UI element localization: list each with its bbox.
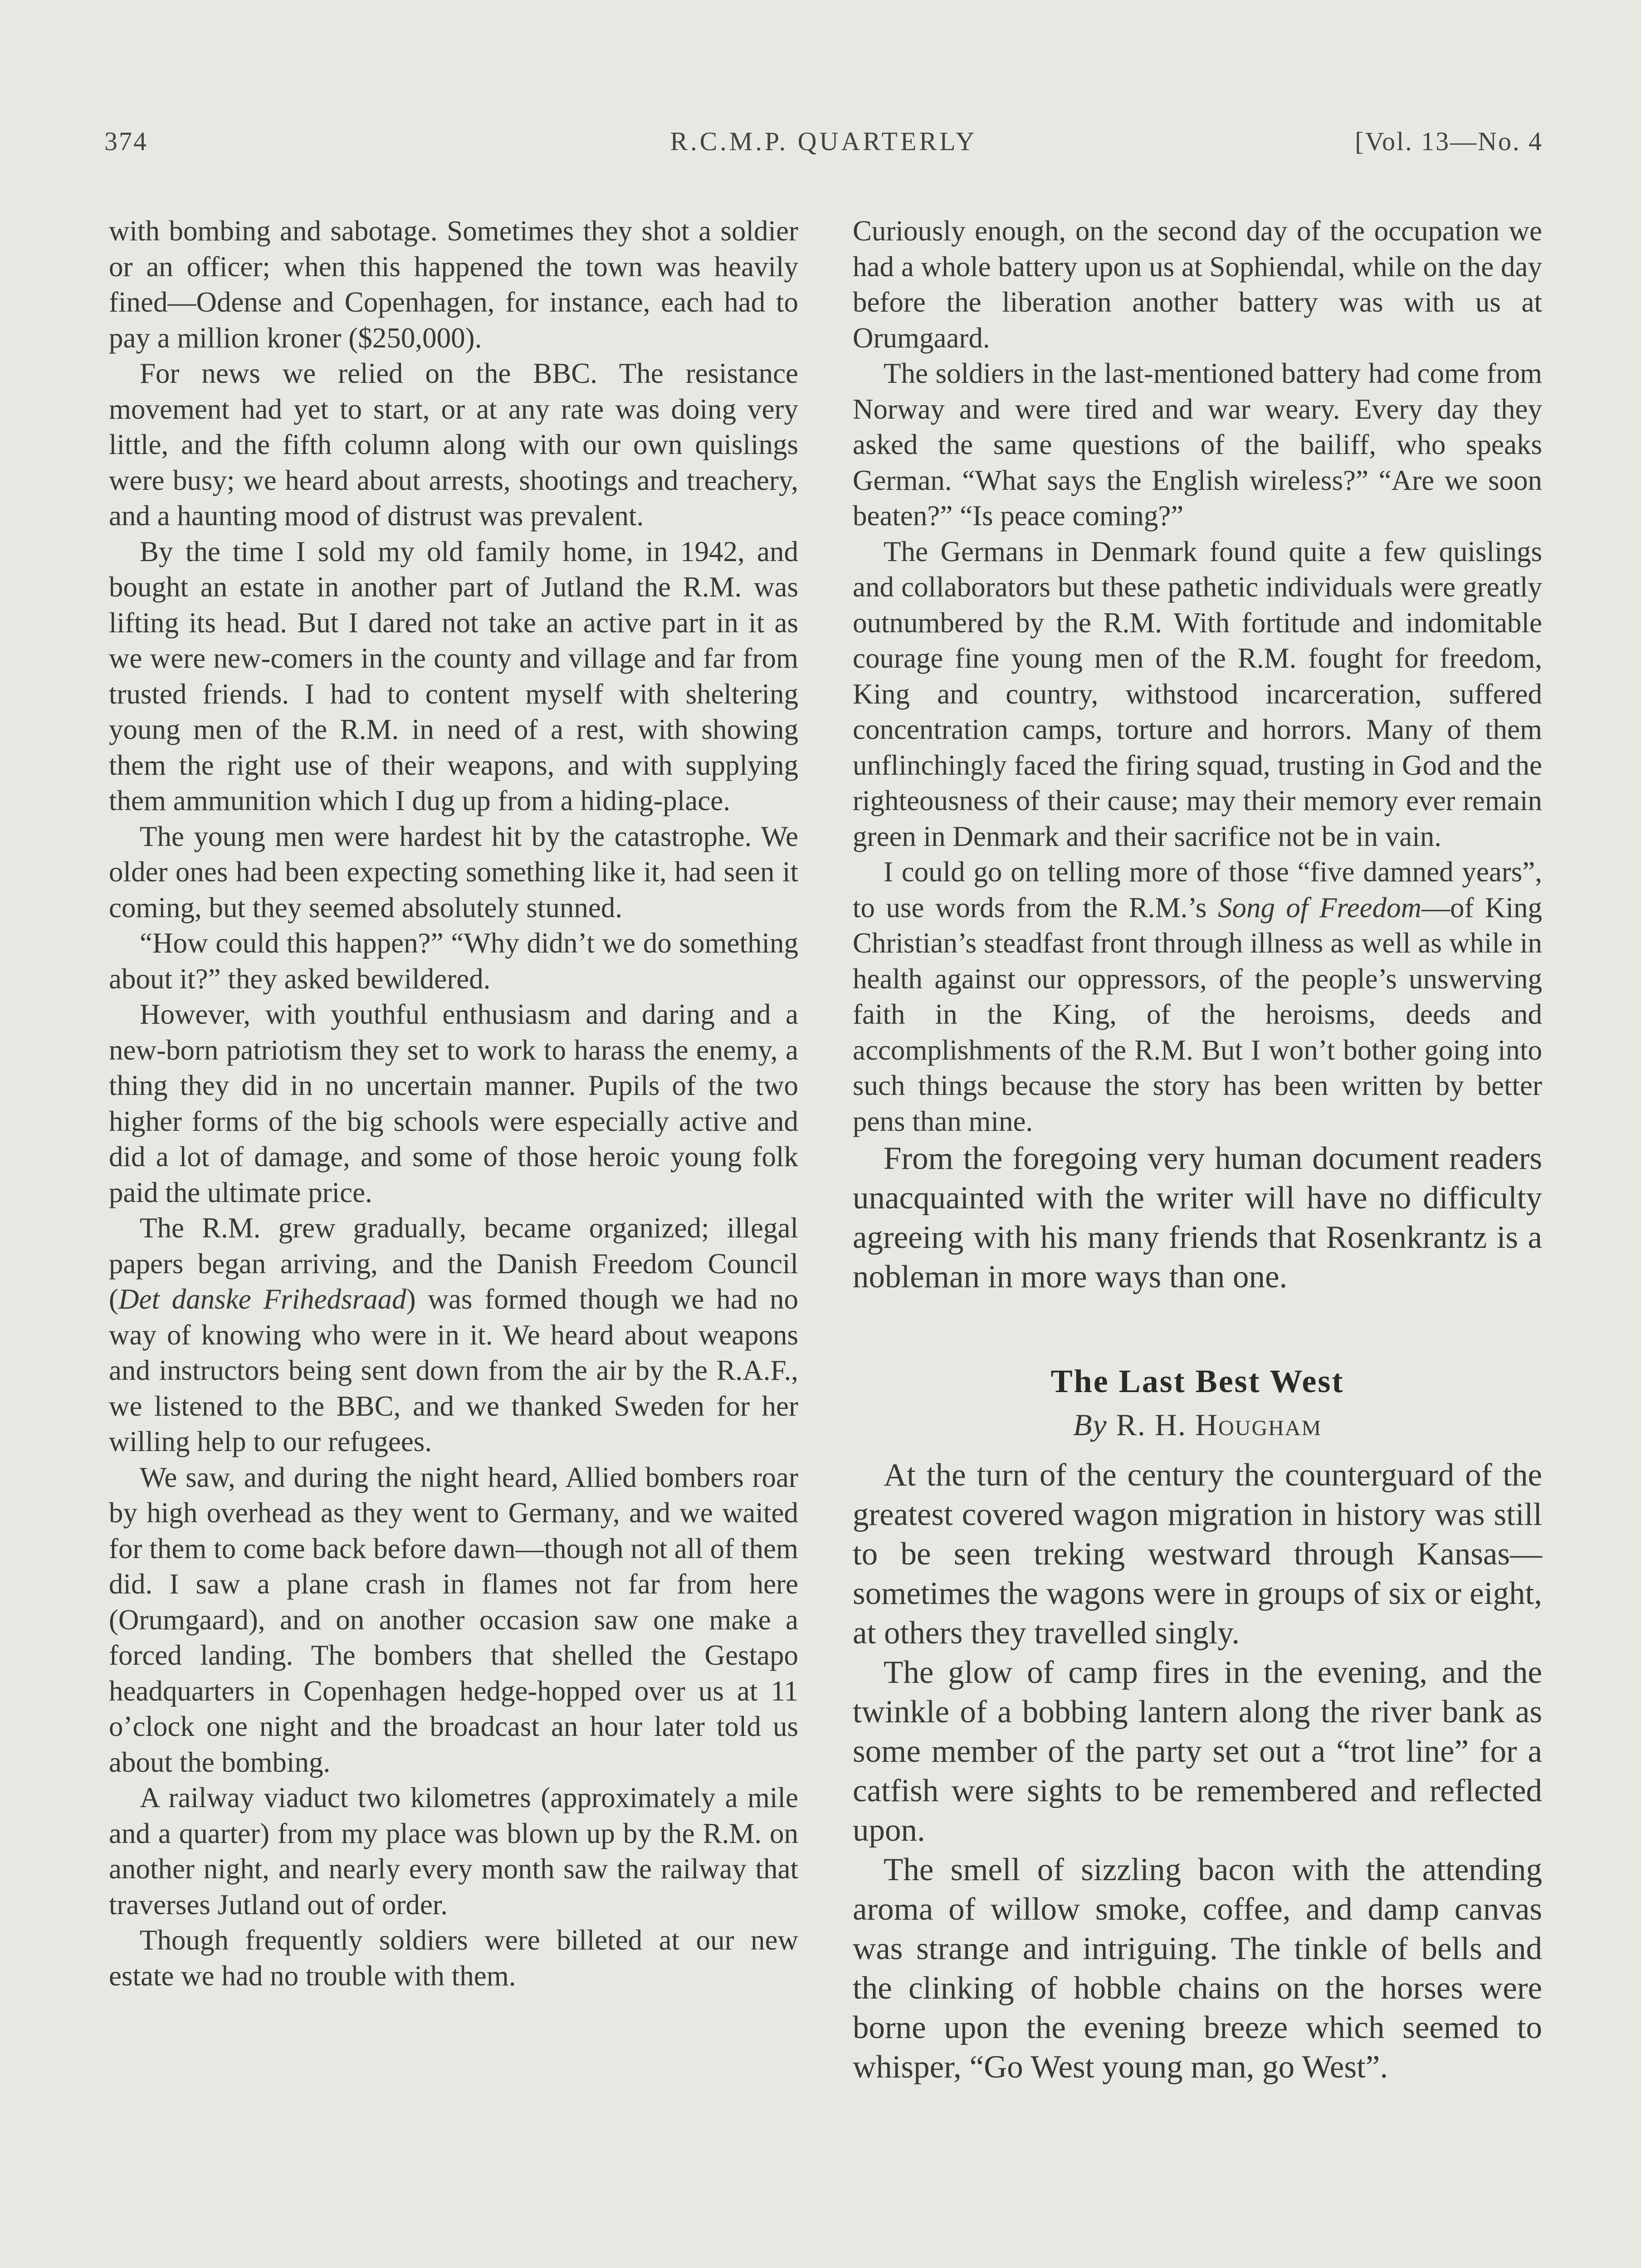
paragraph: For news we relied on the BBC. The resistance movement had yet to start, or at any rate was doing very little, and the fifth column along with our own quislings were busy; we heard about arrests, shootings and treachery, and a haunting mood of distrust was prevalent. [109, 357, 798, 532]
paragraph: “How could this happen?” “Why didn’t we do something about it?” they asked bewildered. [109, 927, 798, 995]
paragraph: with bombing and sabotage. Sometimes they shot a soldier or an officer; when this happened the town was heavily fined—Odense and Copenhagen, for instance, each had to pay a million kroner ($250,000). [109, 215, 798, 354]
italic-title: Det danske Frihedsraad [118, 1283, 406, 1315]
left-column [109, 213, 798, 1994]
text-run: I could go on telling more of those “five damned years”, to use words from the R.M.’s [853, 856, 1542, 924]
paragraph: From the foregoing very human document readers unacquainted with the writer will have no difficulty agreeing with his many friends that Rosenkrantz is a nobleman in more ways than one. [853, 1141, 1542, 1295]
paragraph: At the turn of the century the counterguard of the greatest covered wagon migration in history was still to be seen treking westward through Kansas—sometimes the wagons were in groups of six or eight, at others they travelled singly. [853, 1457, 1542, 1651]
paragraph [109, 1210, 798, 1460]
paragraph: However, with youthful enthusiasm and daring and a new-born patriotism they set to work to harass the enemy, a thing they did in no uncertain manner. Pupils of the two higher forms of the big schools were especially active and did a lot of damage, and some of those heroic young folk paid the ultimate price. [109, 998, 798, 1208]
text-run: —of King Christian’s steadfast front through illness as well as while in health against our oppressors, of the people’s unswerving faith in the King, of the heroisms, deeds and accomplishments of the R.M. But I won’t bother going into such things because the story has been written by better pens than mine. [853, 891, 1542, 1137]
italic-title: Song of Freedom [1217, 891, 1422, 924]
paragraph: The Germans in Denmark found quite a few quislings and collaborators but these pathetic individuals were greatly outnumbered by the R.M. With fortitude and indomitable courage fine young men of the R.M. fought for freedom, King and country, withstood incarceration, suffered concentration camps, torture and horrors. Many of them unflinchingly faced the firing squad, trusting in God and the righteousness of their cause; may their memory ever remain green in Denmark and their sacrifice not be in vain. [853, 535, 1542, 852]
paragraph: The young men were hardest hit by the catastrophe. We older ones had been expecting something like it, had seen it coming, but they seemed absolutely stunned. [109, 820, 798, 924]
paragraph: Though frequently soldiers were billeted at our new estate we had no trouble with them. [109, 1924, 798, 1992]
text-run: The R.M. grew gradually, became organized; illegal papers began arriving, and the Danish Freedom Council ( [109, 1212, 798, 1315]
article-last-best-west [853, 1359, 1542, 2087]
editor-note [853, 1139, 1542, 1297]
byline [853, 1403, 1542, 1447]
byline-by: By [1073, 1408, 1108, 1442]
right-column [853, 213, 1542, 2087]
paragraph: By the time I sold my old family home, in 1942, and bought an estate in another part of Jutland the R.M. was lifting its head. But I dared not take an active part in it as we were new-comers in the county and village and far from trusted friends. I had to content myself with sheltering young men of the R.M. in need of a rest, with showing them the right use of their weapons, and with supplying them ammunition which I dug up from a hiding-place. [109, 535, 798, 816]
paragraph: The smell of sizzling bacon with the attending aroma of willow smoke, coffee, and damp canvas was strange and intriguing. The tinkle of bells and the clinking of hobble chains on the horses were borne upon the evening breeze which seemed to whisper, “Go West young man, go West”. [853, 1852, 1542, 2085]
paragraph: We saw, and during the night heard, Allied bombers roar by high overhead as they went to Germany, and we waited for them to come back before dawn—though not all of them did. I saw a plane crash in flames not far from here (Orumgaard), and on another occasion saw one make a forced landing. The bombers that shelled the Gestapo headquarters in Copenhagen hedge-hopped over us at 11 o’clock one night and the broadcast an hour later told us about the bombing. [109, 1461, 798, 1778]
paragraph: Curiously enough, on the second day of the occupation we had a whole battery upon us at Sophiendal, while on the day before the liberation another battery was with us at Orumgaard. [853, 215, 1542, 354]
paragraph: A railway viaduct two kilometres (approximately a mile and a quarter) from my place was blown up by the R.M. on another night, and nearly every month saw the railway that traverses Jutland out of order. [109, 1782, 798, 1921]
byline-author: R. H. Hougham [1116, 1408, 1322, 1442]
paragraph: The glow of camp fires in the evening, and the twinkle of a bobbing lantern along the river bank as some member of the party set out a “trot line” for a catfish were sights to be remembered and reflected upon. [853, 1655, 1542, 1848]
volume-issue: [Vol. 13—No. 4 [1355, 127, 1543, 156]
journal-title: R.C.M.P. QUARTERLY [670, 127, 977, 156]
running-head [104, 126, 1543, 162]
paragraph: The soldiers in the last-mentioned battery had come from Norway and were tired and war weary. Every day they asked the same questions of the bailiff, who speaks German. “What says the English wireless?” “Are we soon beaten?” “Is peace coming?” [853, 357, 1542, 532]
page-number: 374 [104, 127, 148, 156]
paragraph [853, 854, 1542, 1139]
text-run: ) was formed though we had no way of knowing who were in it. We heard about weapons and instructors being sent down from the air by the R.A.F., we listened to the BBC, and we thanked Sweden for her willing help to our refugees. [109, 1283, 798, 1457]
article-title: The Last Best West [1050, 1363, 1344, 1399]
